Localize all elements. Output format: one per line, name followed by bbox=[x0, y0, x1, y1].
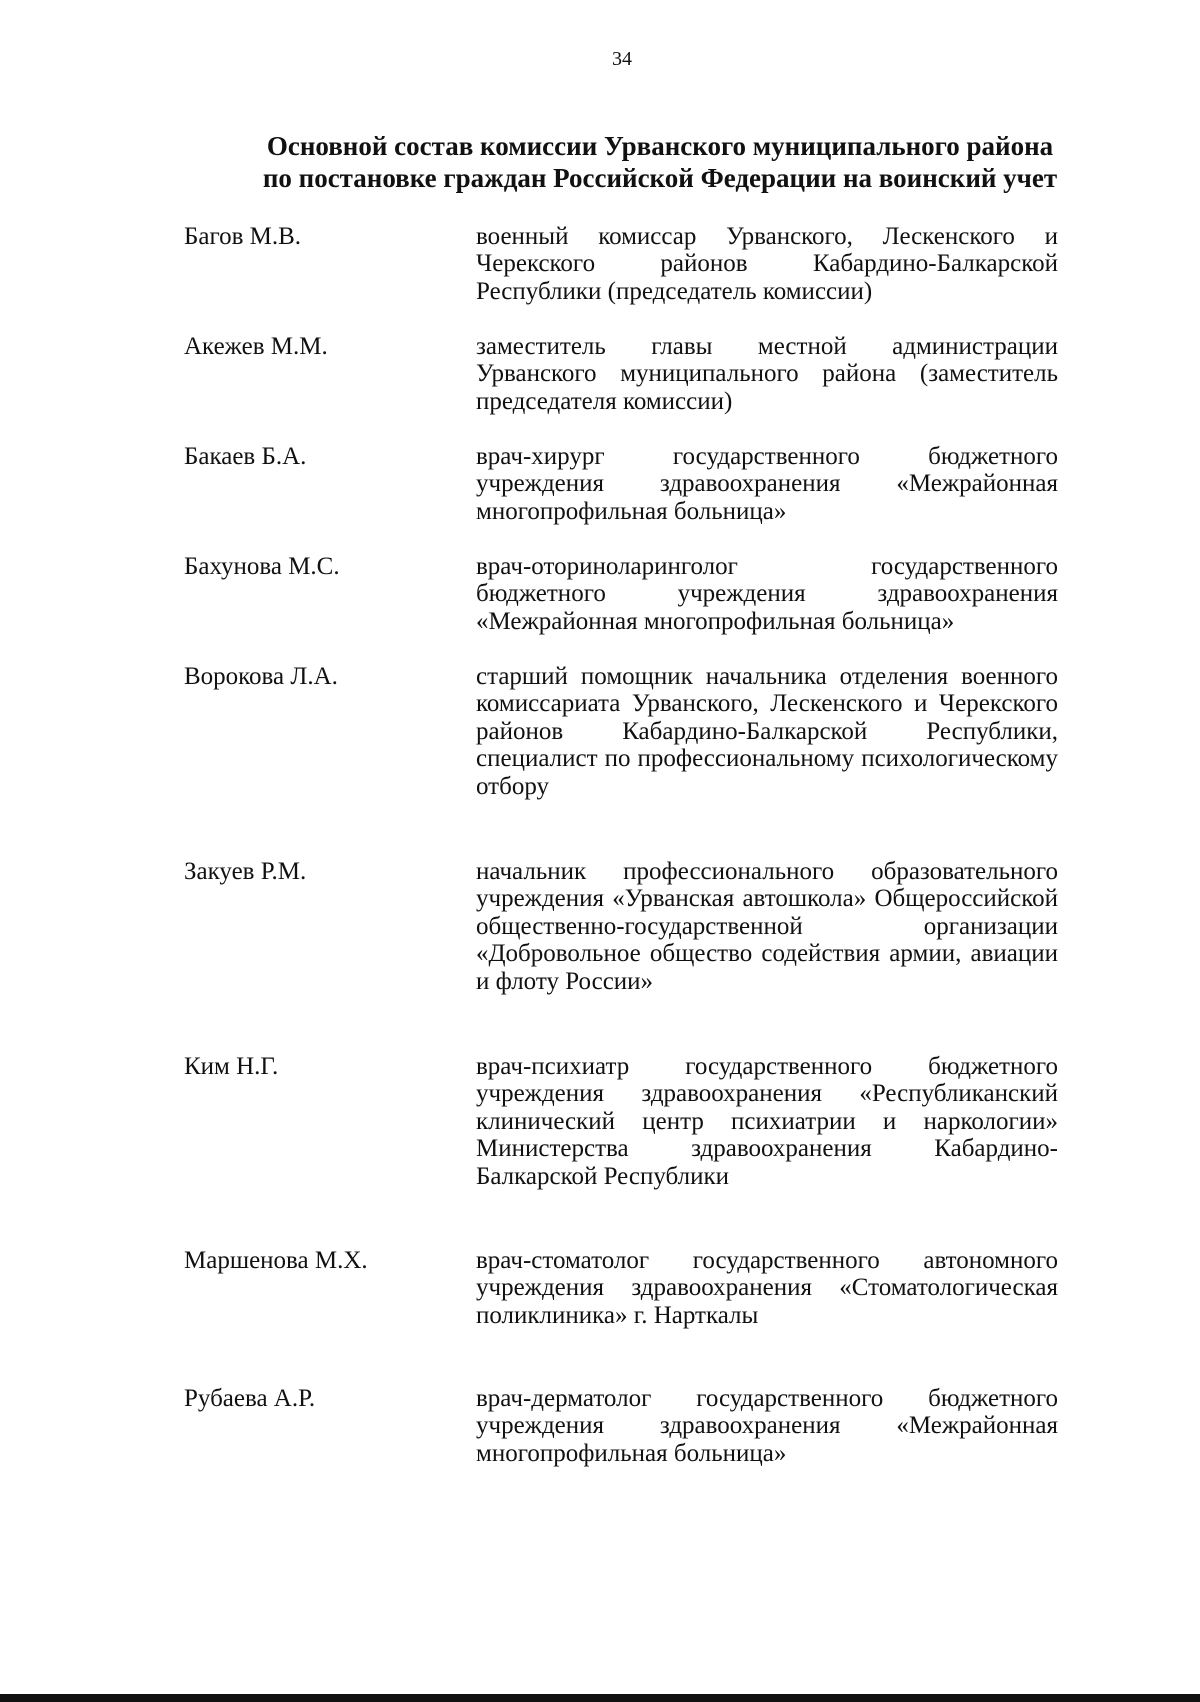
member-name: Бакаев Б.А. bbox=[184, 443, 307, 470]
member-name: Маршенова М.Х. bbox=[184, 1247, 368, 1274]
member-role: врач-оториноларинголог государственного бюджетного учреждения здравоохранения «Межрайонная многопрофильная больница» bbox=[476, 553, 1058, 635]
member-role: начальник профессионального образовательного учреждения «Урванская автошкола» Общероссийской общественно-государственной организации «Добровольное общество содействия армии, авиации и флоту России» bbox=[476, 858, 1058, 995]
member-role: врач-дерматолог государственного бюджетного учреждения здравоохранения «Межрайонная многопрофильная больница» bbox=[476, 1385, 1058, 1467]
member-role: врач-хирург государственного бюджетного учреждения здравоохранения «Межрайонная многопрофильная больница» bbox=[476, 443, 1058, 525]
member-name: Закуев Р.М. bbox=[184, 858, 307, 885]
member-name: Рубаева А.Р. bbox=[184, 1385, 316, 1412]
member-role: заместитель главы местной администрации Урванского муниципального района (заместитель председателя комиссии) bbox=[476, 333, 1058, 415]
member-name: Ворокова Л.А. bbox=[184, 663, 338, 690]
member-role: врач-психиатр государственного бюджетного учреждения здравоохранения «Республиканский клинический центр психиатрии и наркологии» Министерства здравоохранения Кабардино-Балкарской Республики bbox=[476, 1053, 1058, 1190]
title-line-1: Основной состав комиссии Урванского муниципального района bbox=[266, 131, 1054, 161]
member-role: старший помощник начальника отделения военного комиссариата Урванского, Лескенского и Черекского районов Кабардино-Балкарской Республики, специалист по профессиональному психологическому отбору bbox=[476, 663, 1058, 800]
member-name: Акежев М.М. bbox=[184, 333, 328, 360]
page-number: 34 bbox=[612, 48, 632, 70]
scan-edge-bar bbox=[0, 1694, 1200, 1702]
member-role: врач-стоматолог государственного автономного учреждения здравоохранения «Стоматологическая поликлиника» г. Нарткалы bbox=[476, 1247, 1058, 1329]
member-name: Ким Н.Г. bbox=[184, 1053, 279, 1080]
member-name: Багов М.В. bbox=[184, 223, 302, 250]
member-name: Бахунова М.С. bbox=[184, 553, 340, 580]
document-title bbox=[180, 130, 1140, 194]
member-role: военный комиссар Урванского, Лескенского и Черекского районов Кабардино-Балкарской Республики (председатель комиссии) bbox=[476, 223, 1058, 305]
title-line-2: по постановке граждан Российской Федерации на воинский учет bbox=[262, 163, 1058, 193]
